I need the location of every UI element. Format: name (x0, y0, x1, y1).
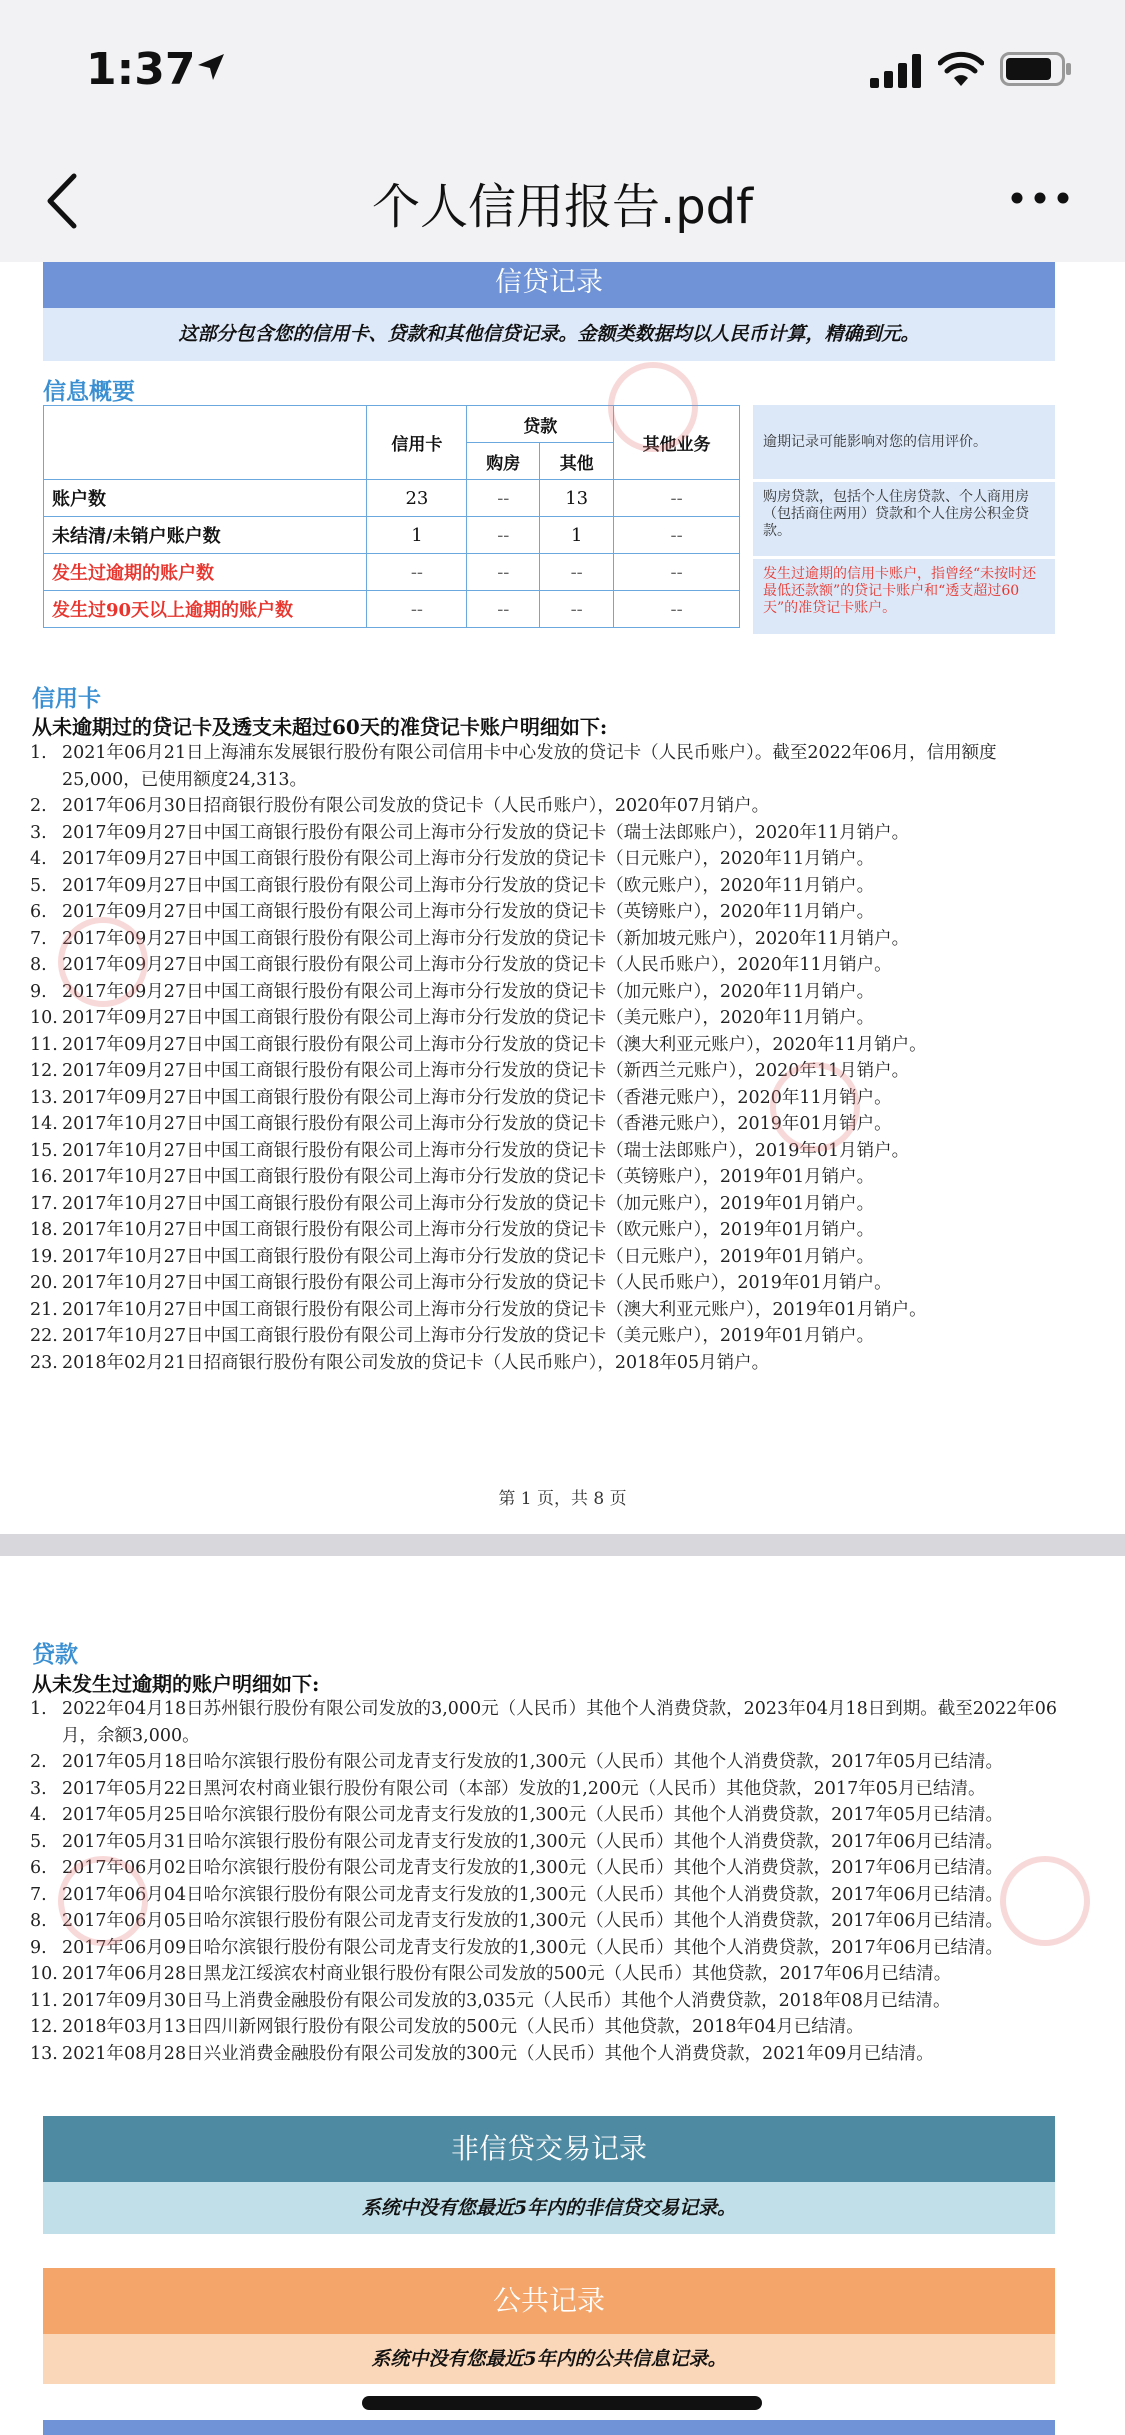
list-item-text: 2017年06月28日黑龙江绥滨农村商业银行股份有限公司发放的500元（人民币）其他贷款，2017年06月已结清。 (62, 1964, 952, 1984)
list-item-text: 2017年10月27日中国工商银行股份有限公司上海市分行发放的贷记卡（美元账户），2019年01月销户。 (62, 1326, 875, 1346)
pdf-page-2[interactable] (0, 1556, 1125, 2435)
loans-subtitle: 从未发生过逾期的账户明细如下: (32, 1672, 320, 1696)
list-item-number: 2. (30, 796, 47, 816)
list-item (30, 2014, 1060, 2041)
list-item-text: 2021年06月21日上海浦东发展银行股份有限公司信用卡中心发放的贷记卡（人民币账户）。截至2022年06月，信用额度25,000，已使用额度24,313。 (62, 743, 997, 790)
public-records-message: 系统中没有您最近5年内的公共信息记录。 (43, 2334, 1055, 2384)
list-item-text: 2017年10月27日中国工商银行股份有限公司上海市分行发放的贷记卡（日元账户），2019年01月销户。 (62, 1246, 875, 1267)
list-item-number: 8. (30, 1911, 47, 1931)
list-item-number: 10. (30, 1008, 58, 1028)
list-item-text: 2017年06月04日哈尔滨银行股份有限公司龙青支行发放的1,300元（人民币）其他个人消费贷款，2017年06月已结清。 (62, 1884, 1003, 1905)
location-arrow-icon (196, 52, 226, 82)
list-item-number: 12. (30, 2017, 58, 2037)
list-item-text: 2017年10月27日中国工商银行股份有限公司上海市分行发放的贷记卡（加元账户），2019年01月销户。 (62, 1193, 875, 1214)
list-item (30, 740, 1060, 793)
list-item (30, 899, 1060, 926)
list-item-text: 2017年05月18日哈尔滨银行股份有限公司龙青支行发放的1,300元（人民币）其他个人消费贷款，2017年05月已结清。 (62, 1752, 1003, 1772)
list-item-number: 11. (30, 1034, 58, 1055)
credit-card-list (30, 740, 1060, 1376)
list-item-text: 2017年05月22日黑河农村商业银行股份有限公司（本部）发放的1,200元（人民币）其他贷款，2017年05月已结清。 (62, 1778, 986, 1799)
list-item-text: 2017年09月27日中国工商银行股份有限公司上海市分行发放的贷记卡（美元账户），2020年11月销户。 (62, 1008, 875, 1028)
list-item-text: 2017年09月27日中国工商银行股份有限公司上海市分行发放的贷记卡（香港元账户），2020年11月销户。 (62, 1087, 892, 1108)
list-item-number: 19. (30, 1246, 58, 1267)
cellular-signal-icon (870, 54, 922, 88)
list-item (30, 846, 1060, 873)
list-item-text: 2022年04月18日苏州银行股份有限公司发放的3,000元（人民币）其他个人消费贷款，2023年04月18日到期。截至2022年06月，余额3,000。 (62, 1699, 1058, 1746)
list-item (30, 1058, 1060, 1085)
list-item (30, 926, 1060, 953)
list-item-text: 2017年09月30日马上消费金融股份有限公司发放的3,035元（人民币）其他个人消费贷款，2018年08月已结清。 (62, 1990, 951, 2011)
non-credit-header: 非信贷交易记录 (43, 2116, 1055, 2182)
list-item-text: 2017年10月27日中国工商银行股份有限公司上海市分行发放的贷记卡（英镑账户），2019年01月销户。 (62, 1167, 875, 1187)
overview-note-3: 发生过逾期的信用卡账户，指曾经“未按时还最低还款额”的贷记卡账户和“透支超过60天”的准贷记卡账户。 (753, 559, 1055, 634)
list-item (30, 1244, 1060, 1271)
list-item-number: 15. (30, 1140, 58, 1161)
list-item-number: 7. (30, 928, 47, 949)
list-item-number: 2. (30, 1752, 47, 1772)
list-item-text: 2017年10月27日中国工商银行股份有限公司上海市分行发放的贷记卡（人民币账户），2019年01月销户。 (62, 1273, 892, 1293)
overview-heading: 信息概要 (43, 379, 135, 405)
credit-records-header: 信贷记录 (43, 262, 1055, 308)
list-item (30, 1085, 1060, 1112)
list-item-text: 2017年09月27日中国工商银行股份有限公司上海市分行发放的贷记卡（欧元账户），2020年11月销户。 (62, 875, 875, 896)
credit-card-heading: 信用卡 (32, 686, 101, 712)
list-item-number: 9. (30, 1937, 47, 1958)
list-item (30, 1111, 1060, 1138)
list-item (30, 1935, 1060, 1962)
list-item-number: 4. (30, 849, 47, 869)
list-item-number: 5. (30, 1831, 47, 1852)
list-item (30, 1350, 1060, 1377)
home-indicator[interactable] (362, 2396, 762, 2410)
public-records-header: 公共记录 (43, 2268, 1055, 2334)
list-item-number: 18. (30, 1220, 58, 1240)
list-item (30, 1270, 1060, 1297)
non-credit-message: 系统中没有您最近5年内的非信贷交易记录。 (43, 2182, 1055, 2234)
list-item-text: 2017年10月27日中国工商银行股份有限公司上海市分行发放的贷记卡（欧元账户），2019年01月销户。 (62, 1220, 875, 1240)
list-item-text: 2017年09月27日中国工商银行股份有限公司上海市分行发放的贷记卡（澳大利亚元账户），2020年11月销户。 (62, 1034, 927, 1055)
battery-icon (1000, 52, 1072, 86)
col-other: 其他 (540, 443, 614, 480)
list-item (30, 820, 1060, 847)
list-item-number: 14. (30, 1114, 58, 1134)
list-item-text: 2018年02月21日招商银行股份有限公司发放的贷记卡（人民币账户），2018年05月销户。 (62, 1352, 770, 1373)
list-item (30, 1961, 1060, 1988)
list-item-text: 2021年08月28日兴业消费金融股份有限公司发放的300元（人民币）其他个人消费贷款，2021年09月已结清。 (62, 2043, 934, 2064)
list-item (30, 1882, 1060, 1909)
list-item (30, 1297, 1060, 1324)
list-item (30, 979, 1060, 1006)
list-item-number: 3. (30, 1778, 47, 1799)
list-item-number: 4. (30, 1805, 47, 1825)
list-item-number: 9. (30, 981, 47, 1002)
list-item-text: 2017年06月09日哈尔滨银行股份有限公司龙青支行发放的1,300元（人民币）其他个人消费贷款，2017年06月已结清。 (62, 1937, 1003, 1958)
col-mortgage: 购房 (467, 443, 540, 480)
col-other-business: 其他业务 (614, 406, 740, 480)
list-item-text: 2017年09月27日中国工商银行股份有限公司上海市分行发放的贷记卡（日元账户），2020年11月销户。 (62, 849, 875, 869)
wifi-icon (938, 50, 984, 88)
list-item-number: 16. (30, 1167, 58, 1187)
list-item (30, 1217, 1060, 1244)
list-item (30, 1749, 1060, 1776)
pdf-page-1[interactable] (0, 262, 1125, 1534)
table-row: 未结清/未销户账户数 1 -- 1 -- (44, 517, 740, 554)
list-item (30, 1829, 1060, 1856)
list-item-number: 17. (30, 1193, 58, 1214)
document-title: 个人信用报告.pdf (371, 179, 754, 235)
overview-table (43, 405, 740, 628)
list-item-number: 11. (30, 1990, 58, 2011)
list-item-number: 6. (30, 902, 47, 922)
list-item-number: 3. (30, 822, 47, 843)
status-bar (0, 0, 1125, 140)
table-row: 账户数 23 -- 13 -- (44, 480, 740, 517)
list-item (30, 1005, 1060, 1032)
list-item (30, 1802, 1060, 1829)
table-row: 发生过逾期的账户数 -- -- -- -- (44, 554, 740, 591)
list-item-text: 2017年10月27日中国工商银行股份有限公司上海市分行发放的贷记卡（瑞士法郎账户），2019年01月销户。 (62, 1140, 910, 1161)
list-item (30, 1908, 1060, 1935)
list-item-text: 2017年09月27日中国工商银行股份有限公司上海市分行发放的贷记卡（加元账户），2020年11月销户。 (62, 981, 875, 1002)
list-item (30, 1138, 1060, 1165)
loans-heading: 贷款 (32, 1642, 78, 1668)
list-item-text: 2017年06月05日哈尔滨银行股份有限公司龙青支行发放的1,300元（人民币）其他个人消费贷款，2017年06月已结清。 (62, 1911, 1003, 1931)
list-item-text: 2017年05月25日哈尔滨银行股份有限公司龙青支行发放的1,300元（人民币）其他个人消费贷款，2017年05月已结清。 (62, 1805, 1003, 1825)
page-number: 第 1 页，共 8 页 (498, 1489, 627, 1509)
list-item (30, 1323, 1060, 1350)
list-item-number: 1. (30, 743, 47, 763)
col-loan: 贷款 (467, 406, 614, 443)
status-time: 1:37 (86, 44, 196, 95)
list-item (30, 873, 1060, 900)
list-item-text: 2018年03月13日四川新网银行股份有限公司发放的500元（人民币）其他贷款，2018年04月已结清。 (62, 2017, 864, 2037)
loans-list (30, 1696, 1060, 2067)
list-item-number: 21. (30, 1299, 58, 1320)
list-item-number: 13. (30, 2043, 58, 2064)
col-credit-card: 信用卡 (367, 406, 467, 480)
list-item-number: 10. (30, 1964, 58, 1984)
list-item (30, 1032, 1060, 1059)
list-item-text: 2017年09月27日中国工商银行股份有限公司上海市分行发放的贷记卡（新加坡元账户），2020年11月销户。 (62, 928, 910, 949)
list-item-text: 2017年06月02日哈尔滨银行股份有限公司龙青支行发放的1,300元（人民币）其他个人消费贷款，2017年06月已结清。 (62, 1858, 1003, 1878)
list-item (30, 952, 1060, 979)
list-item (30, 1164, 1060, 1191)
list-item-text: 2017年09月27日中国工商银行股份有限公司上海市分行发放的贷记卡（新西兰元账户），2020年11月销户。 (62, 1061, 910, 1081)
next-section-header-partial (43, 2420, 1055, 2435)
list-item-text: 2017年10月27日中国工商银行股份有限公司上海市分行发放的贷记卡（澳大利亚元账户），2019年01月销户。 (62, 1299, 927, 1320)
list-item-number: 23. (30, 1352, 58, 1373)
list-item-text: 2017年09月27日中国工商银行股份有限公司上海市分行发放的贷记卡（瑞士法郎账户），2020年11月销户。 (62, 822, 910, 843)
list-item (30, 793, 1060, 820)
list-item-text: 2017年05月31日哈尔滨银行股份有限公司龙青支行发放的1,300元（人民币）其他个人消费贷款，2017年06月已结清。 (62, 1831, 1003, 1852)
list-item-text: 2017年09月27日中国工商银行股份有限公司上海市分行发放的贷记卡（人民币账户），2020年11月销户。 (62, 955, 892, 975)
page-separator (0, 1534, 1125, 1556)
list-item-number: 5. (30, 875, 47, 896)
list-item (30, 1191, 1060, 1218)
credit-card-subtitle: 从未逾期过的贷记卡及透支未超过60天的准贷记卡账户明细如下: (32, 715, 608, 739)
navigation-bar (0, 140, 1125, 262)
list-item-text: 2017年10月27日中国工商银行股份有限公司上海市分行发放的贷记卡（香港元账户），2019年01月销户。 (62, 1114, 892, 1134)
list-item (30, 1776, 1060, 1803)
list-item (30, 1696, 1060, 1749)
list-item-number: 22. (30, 1326, 58, 1346)
more-options-icon[interactable] (1008, 178, 1072, 218)
overview-note-2: 购房贷款，包括个人住房贷款、个人商用房（包括商住两用）贷款和个人住房公积金贷款。 (753, 482, 1055, 556)
list-item-text: 2017年09月27日中国工商银行股份有限公司上海市分行发放的贷记卡（英镑账户），2020年11月销户。 (62, 902, 875, 922)
list-item-number: 12. (30, 1061, 58, 1081)
list-item-number: 8. (30, 955, 47, 975)
list-item-number: 7. (30, 1884, 47, 1905)
table-row: 发生过90天以上逾期的账户数 -- -- -- -- (44, 591, 740, 628)
overview-note-1: 逾期记录可能影响对您的信用评价。 (753, 405, 1055, 479)
credit-records-intro: 这部分包含您的信用卡、贷款和其他信贷记录。金额类数据均以人民币计算，精确到元。 (43, 308, 1055, 361)
list-item (30, 1855, 1060, 1882)
list-item-number: 1. (30, 1699, 47, 1719)
list-item-text: 2017年06月30日招商银行股份有限公司发放的贷记卡（人民币账户），2020年07月销户。 (62, 796, 770, 816)
list-item-number: 13. (30, 1087, 58, 1108)
list-item-number: 6. (30, 1858, 47, 1878)
list-item (30, 2041, 1060, 2068)
list-item (30, 1988, 1060, 2015)
list-item-number: 20. (30, 1273, 58, 1293)
